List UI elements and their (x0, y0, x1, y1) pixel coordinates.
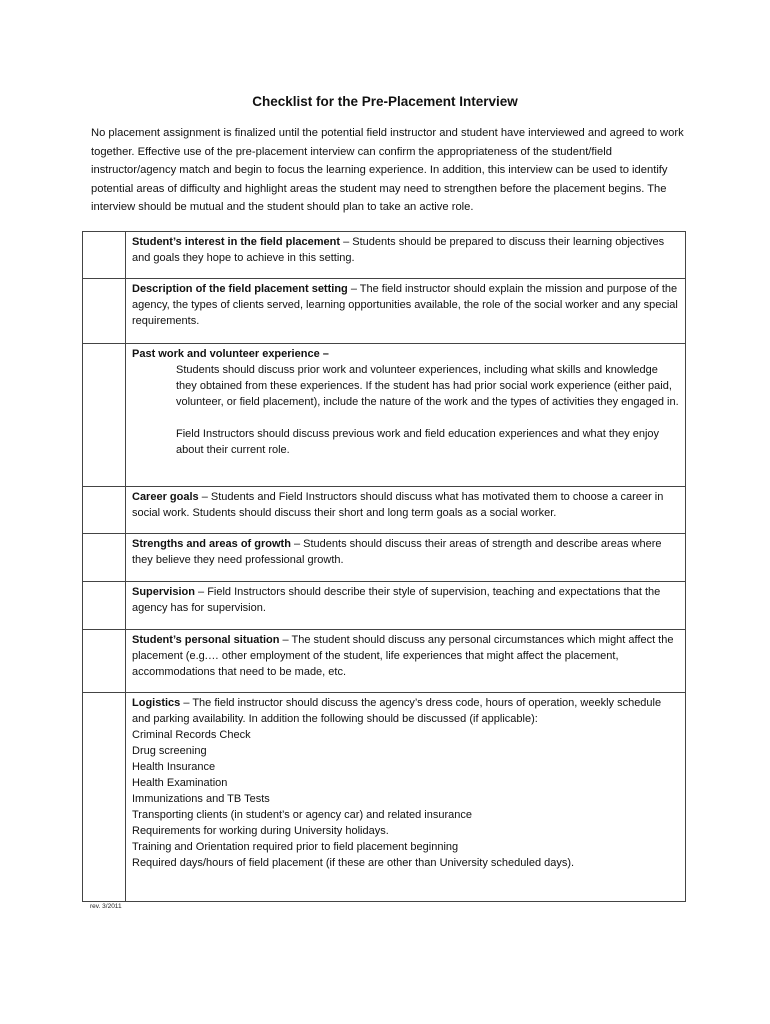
item-description (126, 582, 686, 630)
logistics-list (132, 727, 679, 871)
checklist-row-setting (83, 279, 686, 344)
item-description (126, 630, 686, 693)
list-item: Health Insurance (132, 761, 216, 773)
list-item: Health Examination (132, 777, 228, 789)
item-description (126, 487, 686, 534)
item-text: – Students should be prepared to discuss their learning objectives and goals they hope to achieve in this setting. (132, 236, 665, 264)
item-text: – The student should discuss any personal circumstances which might affect the placement (e.g.… other employment of the student, life experiences that might affect the placement, accommodations that need to be made, etc. (132, 634, 674, 678)
checklist-row-personal-situation (83, 630, 686, 693)
list-item: Immunizations and TB Tests (132, 793, 270, 805)
item-text: – The field instructor should explain the mission and purpose of the agency, the types of clients served, learning opportunities available, the role of the social worker and any special requirements. (132, 283, 678, 327)
intro-paragraph: No placement assignment is finalized until the potential field instructor and student have interviewed and agreed to work together. Effective use of the pre-placement interview can confirm the appropriateness of the student/field instructor/agency match and begin to focus the learning experience. In addition, this interview can be used to identify potential areas of difficulty and highlight areas the student may need to strengthen before the placement begins. The interview should be mutual and the student should plan to take an active role. (91, 127, 684, 214)
item-heading: Description of the field placement setting (132, 283, 348, 295)
checklist-row-interest (83, 232, 686, 279)
checklist-row-experience (83, 344, 686, 487)
checkbox-cell[interactable] (83, 693, 126, 902)
item-description (126, 534, 686, 582)
item-description (126, 693, 686, 902)
item-description (126, 344, 686, 487)
item-text: – Students should discuss their areas of strength and describe areas where they believe they need professional growth. (132, 538, 662, 566)
item-description (126, 232, 686, 279)
checkbox-cell[interactable] (83, 487, 126, 534)
item-heading: Strengths and areas of growth (132, 538, 291, 550)
item-heading: Student’s personal situation (132, 634, 280, 646)
page-title: Checklist for the Pre-Placement Interview (252, 94, 518, 109)
list-item: Required days/hours of field placement (if these are other than University scheduled days). (132, 857, 575, 869)
item-heading: Past work and volunteer experience – (132, 348, 329, 360)
checklist-table (82, 231, 686, 902)
item-text: – The field instructor should discuss the agency’s dress code, hours of operation, weekly schedule and parking availability. In addition the following should be discussed (if applicable): (132, 697, 662, 725)
item-description (126, 279, 686, 344)
checklist-row-logistics (83, 693, 686, 902)
checkbox-cell[interactable] (83, 582, 126, 630)
checkbox-cell[interactable] (83, 344, 126, 487)
item-heading: Logistics (132, 697, 181, 709)
list-item: Requirements for working during University holidays. (132, 825, 389, 837)
item-heading: Supervision (132, 586, 195, 598)
checklist-row-strengths (83, 534, 686, 582)
item-heading: Career goals (132, 491, 199, 503)
checkbox-cell[interactable] (83, 232, 126, 279)
revision-note: rev. 3/2011 (90, 903, 122, 910)
list-item: Transporting clients (in student’s or agency car) and related insurance (132, 809, 472, 821)
checkbox-cell[interactable] (83, 534, 126, 582)
list-item: Drug screening (132, 745, 207, 757)
item-paragraph: Field Instructors should discuss previous work and field education experiences and what they enjoy about their current role. (176, 428, 660, 456)
list-item: Criminal Records Check (132, 729, 251, 741)
item-heading: Student’s interest in the field placement (132, 236, 341, 248)
checklist-row-career-goals (83, 487, 686, 534)
checkbox-cell[interactable] (83, 630, 126, 693)
checklist-row-supervision (83, 582, 686, 630)
checkbox-cell[interactable] (83, 279, 126, 344)
list-item: Training and Orientation required prior to field placement beginning (132, 841, 459, 853)
item-paragraph: Students should discuss prior work and volunteer experiences, including what skills and knowledge they obtained from these experiences. If the student has had prior social work experience (either paid, volunteer, or field placement), include the nature of the work and the types of activities they engaged in. (176, 364, 679, 408)
item-text: – Field Instructors should describe their style of supervision, teaching and expectations that the agency has for supervision. (132, 586, 661, 614)
item-text: – Students and Field Instructors should discuss what has motivated them to choose a career in social work. Students should discuss their short and long term goals as a social worker. (132, 491, 664, 519)
